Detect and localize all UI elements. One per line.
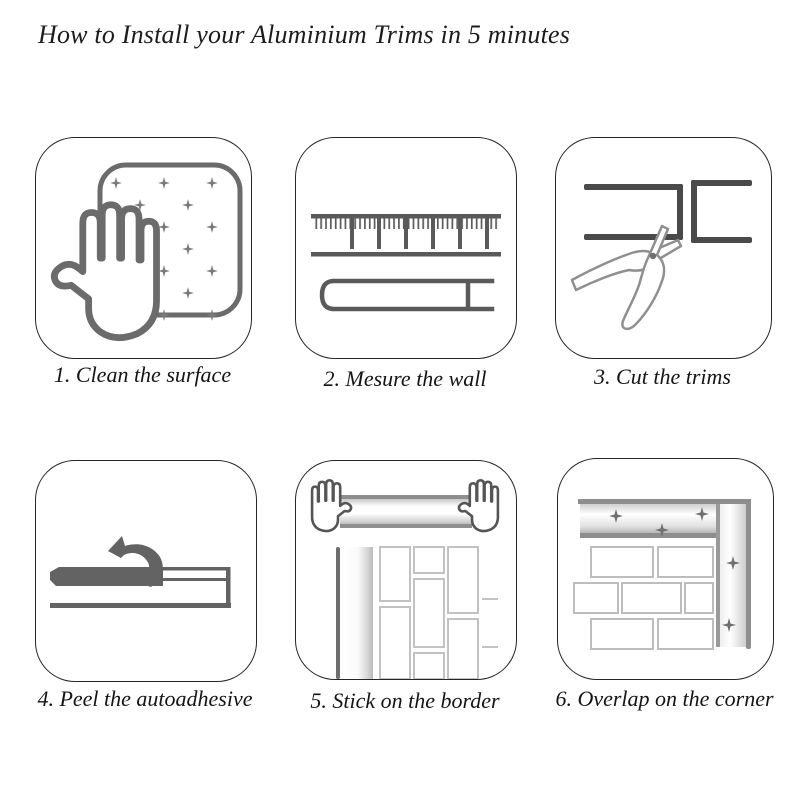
step-card-2 xyxy=(295,137,517,359)
step-card-3 xyxy=(555,137,772,359)
step-card-5 xyxy=(295,460,517,680)
hand-wiping-cloth-icon xyxy=(36,138,251,358)
step-caption-6: 6. Overlap on the corner xyxy=(555,686,774,711)
step-caption-1: 1. Clean the surface xyxy=(53,362,232,387)
step-caption-3: 3. Cut the trims xyxy=(594,364,731,389)
hand-icon xyxy=(54,205,156,338)
page-title: How to Install your Aluminium Trims in 5 minutes xyxy=(38,20,571,49)
step-card-6 xyxy=(557,458,774,680)
step-card-1 xyxy=(35,137,252,359)
pliers-cut-trims-icon xyxy=(556,138,771,358)
step-caption-5: 5. Stick on the border xyxy=(310,688,500,713)
pliers-icon xyxy=(572,226,681,329)
step-card-4 xyxy=(35,460,257,682)
hands-stick-trim-icon xyxy=(296,461,516,679)
cut-trim-profiles xyxy=(584,180,752,243)
brick-wall xyxy=(574,547,713,649)
vertical-brick-wall xyxy=(380,547,498,679)
peel-adhesive-strip-icon xyxy=(36,461,256,681)
step-caption-2: 2. Mesure the wall xyxy=(323,366,487,391)
ruler-and-trim-icon xyxy=(296,138,516,358)
corner-overlap-trim-icon xyxy=(558,459,773,679)
step-caption-4: 4. Peel the autoadhesive xyxy=(37,686,253,711)
